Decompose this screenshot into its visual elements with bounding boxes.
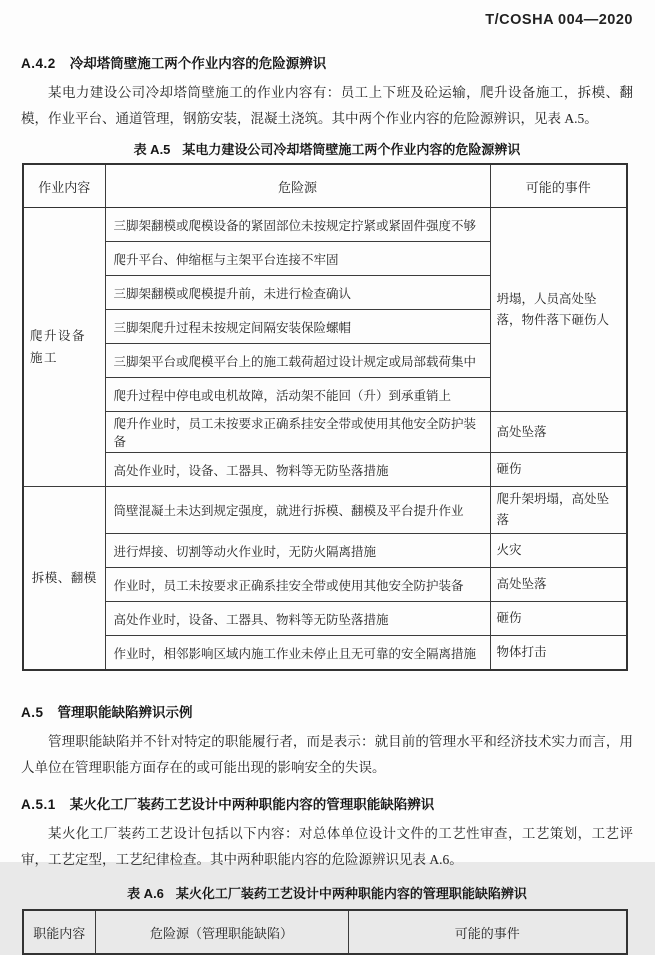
event-cell: 爬升架坍塌，高处坠落: [490, 487, 627, 534]
work-content-cell: 爬升设备施工: [23, 208, 105, 487]
paragraph-a51: 某火化工厂装药工艺设计包括以下内容：对总体单位设计文件的工艺性审查，工艺策划，工艺评审，工艺定型，工艺纪律检查。其中两种职能内容的危险源辨识见表 A.6。: [21, 826, 633, 867]
event-cell: 物体打击: [490, 636, 627, 671]
header-cell: 职能内容: [23, 910, 95, 954]
hazard-cell: 三脚架平台或爬模平台上的施工载荷超过设计规定或局部载荷集中: [105, 344, 490, 378]
section-number: A.5: [21, 705, 44, 720]
table-row: [23, 487, 627, 534]
table-header-row: [23, 164, 627, 208]
section-number: A.5.1: [21, 797, 56, 812]
table-row: [23, 568, 627, 602]
table-a5: [22, 163, 628, 671]
table-row: [23, 534, 627, 568]
table-row: [23, 208, 627, 242]
table-caption-number: 表 A.6: [127, 886, 164, 901]
table-row: [23, 453, 627, 487]
table-row: [23, 412, 627, 453]
event-cell: 砸伤: [490, 453, 627, 487]
section-title: 管理职能缺陷辨识示例: [57, 705, 193, 720]
header-cell: 可能的事件: [348, 910, 627, 954]
event-cell: 高处坠落: [490, 412, 627, 453]
table-caption-title: 某火化工厂装药工艺设计中两种职能内容的管理职能缺陷辨识: [175, 886, 527, 901]
event-cell: 坍塌，人员高处坠落，物件落下砸伤人: [490, 208, 627, 412]
hazard-cell: 爬升过程中停电或电机故障，活动架不能回（升）到承重销上: [105, 378, 490, 412]
table-header-row: [23, 910, 627, 954]
section-title: 冷却塔筒壁施工两个作业内容的危险源辨识: [69, 56, 327, 71]
section-title: 某火化工厂装药工艺设计中两种职能内容的管理职能缺陷辨识: [69, 797, 435, 812]
table-a6: [22, 909, 628, 955]
hazard-cell: 进行焊接、切割等动火作业时，无防火隔离措施: [105, 534, 490, 568]
section-heading-a51: [21, 793, 633, 813]
table-a6-caption: [21, 883, 633, 902]
hazard-cell: 三脚架翻模或爬模设备的紧固部位未按规定拧紧或紧固件强度不够: [105, 208, 490, 242]
paragraph-a5: 管理职能缺陷并不针对特定的职能履行者，而是表示：就目前的管理水平和经济技术实力而言，用人单位在管理职能方面存在的或可能出现的影响安全的失误。: [21, 734, 633, 775]
table-a5-caption: [21, 139, 633, 158]
hazard-cell: 三脚架翻模或爬模提升前，未进行检查确认: [105, 276, 490, 310]
work-content-cell: 拆模、翻模: [23, 487, 105, 671]
table-caption-title: 某电力建设公司冷却塔筒壁施工两个作业内容的危险源辨识: [182, 142, 521, 157]
header-cell: 危险源: [105, 164, 490, 208]
hazard-cell: 高处作业时，设备、工器具、物料等无防坠落措施: [105, 602, 490, 636]
doc-code: T/COSHA 004—2020: [485, 12, 633, 28]
paragraph-a42: 某电力建设公司冷却塔筒壁施工的作业内容有：员工上下班及砼运输，爬升设备施工，拆模、翻模，作业平台、通道管理，钢筋安装，混凝土浇筑。其中两个作业内容的危险源辨识，见表 A.5。: [21, 85, 633, 126]
header-cell: 危险源（管理职能缺陷）: [95, 910, 348, 954]
hazard-cell: 高处作业时，设备、工器具、物料等无防坠落措施: [105, 453, 490, 487]
event-cell: 高处坠落: [490, 568, 627, 602]
hazard-cell: 三脚架爬升过程未按规定间隔安装保险螺帽: [105, 310, 490, 344]
hazard-cell: 作业时，员工未按要求正确系挂安全带或使用其他安全防护装备: [105, 568, 490, 602]
section-heading-a42: [21, 52, 633, 72]
table-row: [23, 636, 627, 671]
table-caption-number: 表 A.5: [133, 142, 171, 157]
header-cell: 作业内容: [23, 164, 105, 208]
event-cell: 火灾: [490, 534, 627, 568]
hazard-cell: 爬升作业时，员工未按要求正确系挂安全带或使用其他安全防护装备: [105, 412, 490, 453]
hazard-cell: 作业时，相邻影响区域内施工作业未停止且无可靠的安全隔离措施: [105, 636, 490, 671]
table-row: [23, 602, 627, 636]
header-cell: 可能的事件: [490, 164, 627, 208]
hazard-cell: 筒壁混凝土未达到规定强度，就进行拆模、翻模及平台提升作业: [105, 487, 490, 534]
section-number: A.4.2: [21, 56, 56, 71]
event-cell: 砸伤: [490, 602, 627, 636]
hazard-cell: 爬升平台、伸缩框与主架平台连接不牢固: [105, 242, 490, 276]
section-heading-a5: [21, 701, 633, 721]
